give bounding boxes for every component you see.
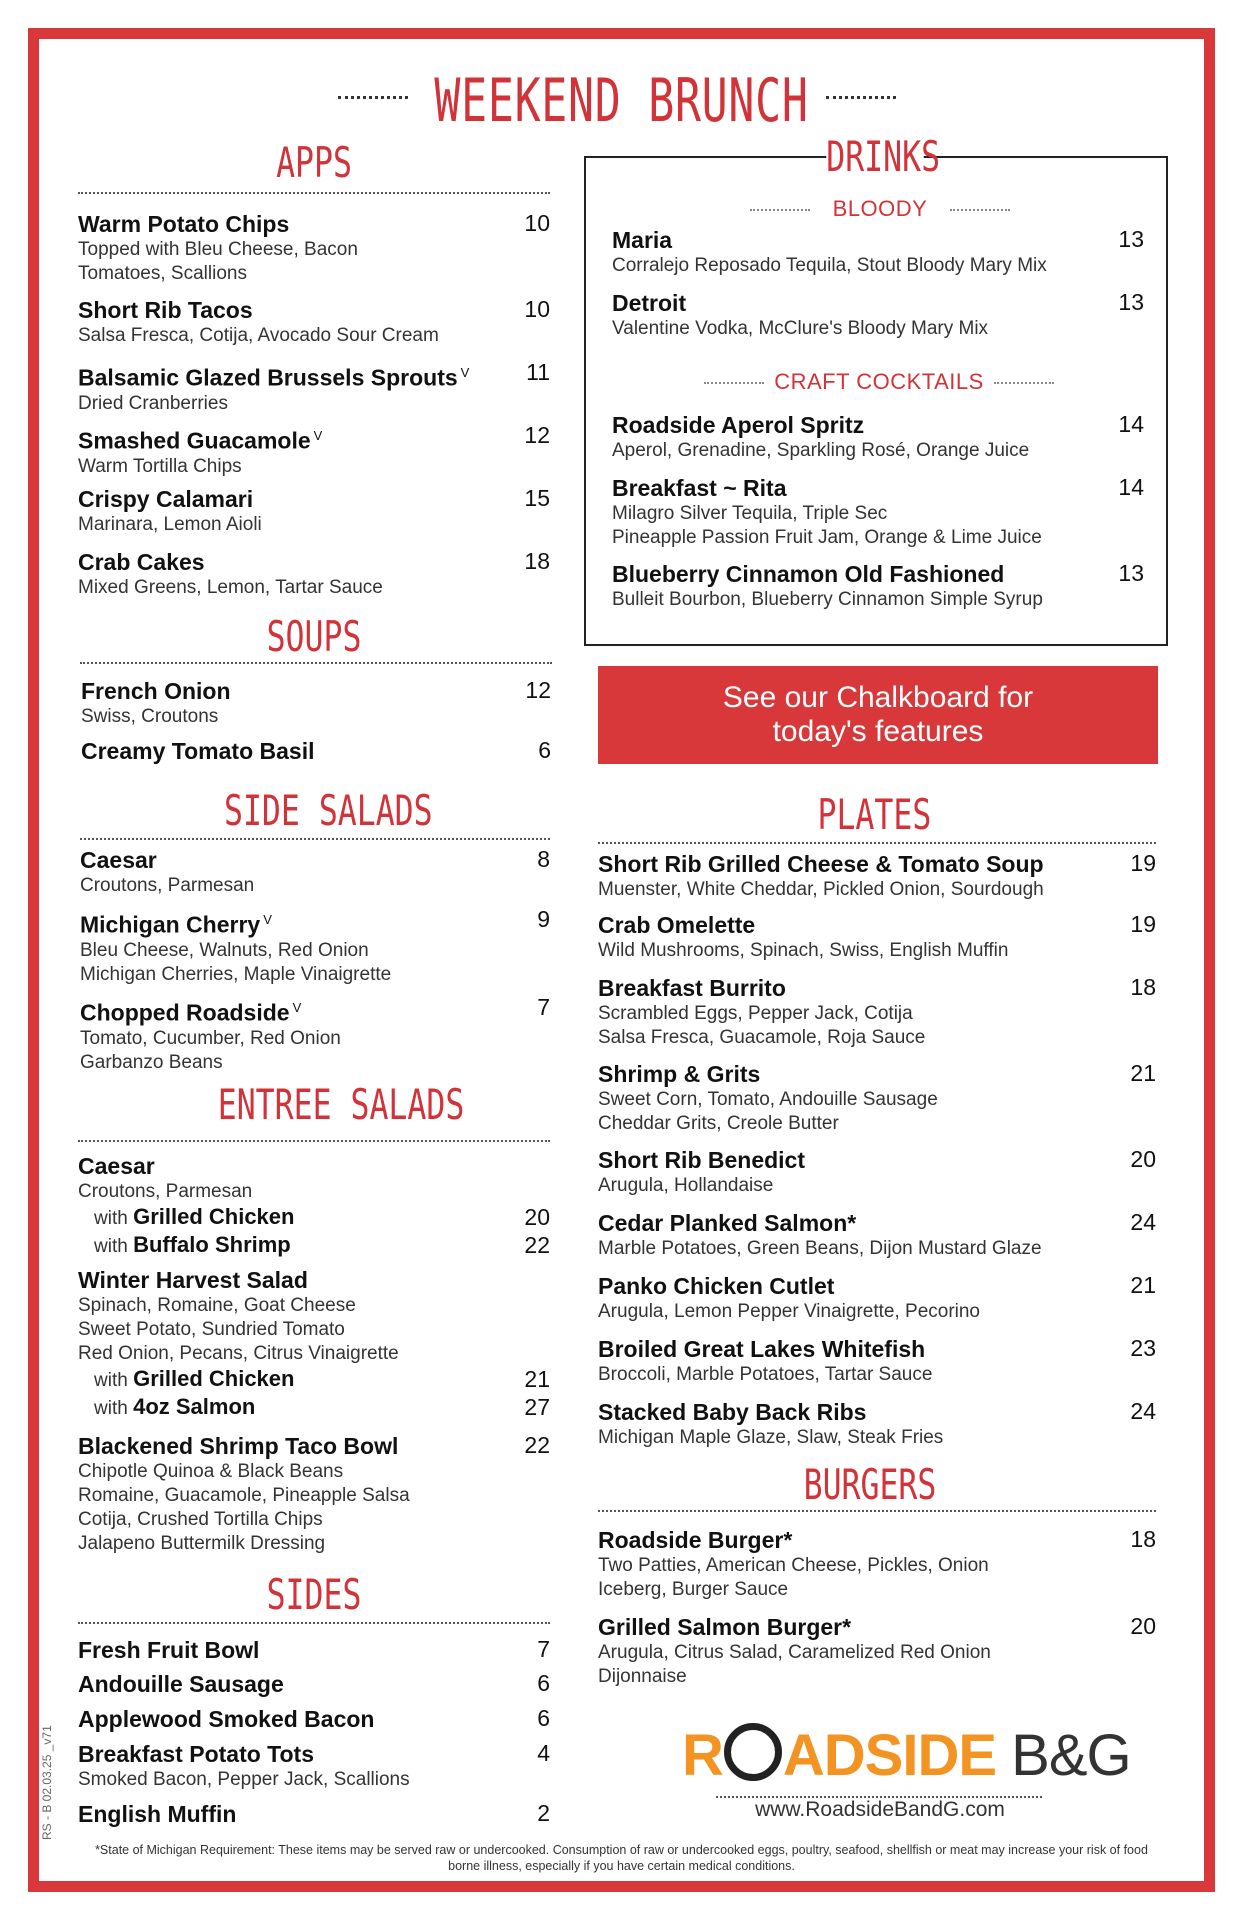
item-desc: Tomato, Cucumber, Red Onion bbox=[80, 1027, 341, 1049]
apps-title: APPS bbox=[276, 138, 352, 187]
item-desc: Valentine Vodka, McClure's Bloody Mary Mix bbox=[612, 318, 989, 339]
item-desc: Salsa Fresca, Cotija, Avocado Sour Cream bbox=[78, 325, 439, 346]
add-on bbox=[78, 1204, 550, 1232]
item-price: 21 bbox=[1130, 1272, 1156, 1298]
menu-item bbox=[78, 359, 550, 416]
item-name: Maria bbox=[612, 227, 673, 253]
logo-circle-icon bbox=[724, 1723, 782, 1781]
item-name: Breakfast Potato Tots bbox=[78, 1741, 315, 1767]
menu-item bbox=[78, 210, 550, 286]
website-link[interactable]: www.RoadsideBandG.com bbox=[755, 1798, 1005, 1821]
item-price: 7 bbox=[537, 1636, 550, 1662]
item-desc: Bulleit Bourbon, Blueberry Cinnamon Simple Syrup bbox=[612, 589, 1043, 610]
logo-adside: ADSIDE bbox=[782, 1723, 997, 1788]
item-name: French Onion bbox=[81, 678, 231, 704]
item-desc: Garbanzo Beans bbox=[80, 1051, 223, 1073]
item-desc: Dried Cranberries bbox=[78, 392, 228, 414]
item-desc: Cotija, Crushed Tortilla Chips bbox=[78, 1509, 323, 1530]
item-price: 20 bbox=[1130, 1146, 1156, 1172]
with-label: with bbox=[94, 1236, 128, 1257]
plates-title: PLATES bbox=[817, 790, 932, 839]
item-price: 23 bbox=[1130, 1335, 1156, 1361]
menu-item bbox=[598, 1209, 1156, 1261]
soups-rule bbox=[80, 662, 552, 664]
item-price: 18 bbox=[524, 548, 550, 574]
item-name: Chopped Roadside bbox=[80, 999, 290, 1026]
item-desc: Warm Tortilla Chips bbox=[78, 455, 242, 477]
menu-item bbox=[598, 974, 1156, 1050]
item-name: Crispy Calamari bbox=[78, 486, 254, 512]
item-price: 7 bbox=[537, 994, 550, 1020]
item-price: 12 bbox=[525, 677, 551, 703]
item-name: Caesar bbox=[80, 847, 157, 873]
add-on-name: Buffalo Shrimp bbox=[133, 1232, 291, 1257]
item-desc: Arugula, Citrus Salad, Caramelized Red Onion bbox=[598, 1642, 991, 1663]
menu-item bbox=[598, 1272, 1156, 1324]
menu-item bbox=[598, 1613, 1156, 1689]
menu-item bbox=[81, 737, 551, 765]
drink-item bbox=[612, 411, 1144, 463]
item-desc: Pineapple Passion Fruit Jam, Orange & Lime Juice bbox=[612, 527, 1042, 548]
menu-item bbox=[598, 1398, 1156, 1450]
item-name: Roadside Burger* bbox=[598, 1527, 793, 1553]
item-name: Crab Omelette bbox=[598, 912, 756, 938]
item-name: Shrimp & Grits bbox=[598, 1061, 761, 1087]
item-name: Warm Potato Chips bbox=[78, 211, 290, 237]
item-name: Broiled Great Lakes Whitefish bbox=[598, 1336, 926, 1362]
item-price: 6 bbox=[537, 1670, 550, 1696]
add-on-price: 27 bbox=[524, 1394, 550, 1420]
item-price: 24 bbox=[1130, 1398, 1156, 1424]
banner-line: today's features bbox=[772, 715, 984, 748]
add-on-price: 20 bbox=[524, 1204, 550, 1230]
item-name: Breakfast ~ Rita bbox=[612, 475, 787, 501]
item-name: Andouille Sausage bbox=[78, 1671, 284, 1697]
item-price: 6 bbox=[538, 737, 551, 763]
item-desc: Arugula, Lemon Pepper Vinaigrette, Pecorino bbox=[598, 1301, 981, 1322]
item-name: Short Rib Benedict bbox=[598, 1147, 806, 1173]
item-desc: Red Onion, Pecans, Citrus Vinaigrette bbox=[78, 1343, 399, 1364]
menu-item bbox=[598, 1526, 1156, 1602]
menu-item bbox=[598, 1146, 1156, 1198]
item-price: 19 bbox=[1130, 911, 1156, 937]
add-on bbox=[78, 1232, 550, 1260]
menu-item bbox=[598, 1060, 1156, 1136]
page-title: WEEKEND BRUNCH bbox=[434, 66, 809, 136]
item-desc: Romaine, Guacamole, Pineapple Salsa bbox=[78, 1485, 410, 1506]
menu-item bbox=[598, 911, 1156, 963]
bloody-header bbox=[760, 196, 1000, 226]
menu-item-taco-bowl bbox=[78, 1432, 550, 1556]
item-price: 24 bbox=[1130, 1209, 1156, 1235]
menu-item bbox=[78, 1636, 550, 1664]
craft-header bbox=[714, 369, 1044, 399]
burgers-title: BURGERS bbox=[803, 1460, 937, 1509]
drink-item bbox=[612, 474, 1144, 550]
with-label: with bbox=[94, 1208, 128, 1229]
item-desc: Aperol, Grenadine, Sparkling Rosé, Orange Juice bbox=[612, 440, 1030, 461]
item-price: 21 bbox=[1130, 1060, 1156, 1086]
menu-item bbox=[78, 1800, 550, 1828]
item-desc: Marinara, Lemon Aioli bbox=[78, 514, 262, 535]
item-price: 18 bbox=[1130, 974, 1156, 1000]
soups-title: SOUPS bbox=[266, 612, 362, 661]
item-desc: Sweet Potato, Sundried Tomato bbox=[78, 1319, 345, 1340]
item-name: Crab Cakes bbox=[78, 549, 205, 575]
menu-item-caesar bbox=[78, 1152, 550, 1260]
dots bbox=[750, 209, 810, 211]
item-desc: Croutons, Parmesan bbox=[78, 1181, 253, 1202]
item-desc: Croutons, Parmesan bbox=[80, 875, 255, 896]
item-desc: Bleu Cheese, Walnuts, Red Onion bbox=[80, 939, 369, 961]
item-desc: Smoked Bacon, Pepper Jack, Scallions bbox=[78, 1769, 410, 1790]
item-price: 13 bbox=[1118, 289, 1144, 315]
item-price: 15 bbox=[524, 485, 550, 511]
item-name: Balsamic Glazed Brussels Sprouts bbox=[78, 364, 458, 391]
menu-item bbox=[598, 850, 1156, 902]
drink-item bbox=[612, 560, 1144, 612]
item-name: Caesar bbox=[78, 1153, 155, 1179]
vegetarian-mark: V bbox=[460, 365, 470, 380]
item-price: 18 bbox=[1130, 1526, 1156, 1552]
menu-item bbox=[81, 677, 551, 729]
menu-item bbox=[80, 846, 550, 898]
item-desc: Marble Potatoes, Green Beans, Dijon Mustard Glaze bbox=[598, 1238, 1042, 1259]
with-label: with bbox=[94, 1370, 128, 1391]
dots bbox=[994, 382, 1054, 384]
title-dots-right bbox=[826, 96, 896, 99]
with-label: with bbox=[94, 1398, 128, 1419]
item-desc: Milagro Silver Tequila, Triple Sec bbox=[612, 503, 888, 524]
item-desc: Michigan Maple Glaze, Slaw, Steak Fries bbox=[598, 1427, 944, 1448]
menu-item bbox=[78, 485, 550, 537]
menu-item bbox=[78, 1740, 550, 1792]
item-desc: Arugula, Hollandaise bbox=[598, 1175, 774, 1196]
menu-item-winter-harvest bbox=[78, 1266, 550, 1422]
item-desc: Topped with Bleu Cheese, Bacon bbox=[78, 239, 358, 260]
chalkboard-banner bbox=[598, 666, 1158, 764]
item-price: 6 bbox=[537, 1705, 550, 1731]
side-salads-rule bbox=[80, 838, 550, 840]
dots bbox=[704, 382, 764, 384]
item-desc: Tomatoes, Scallions bbox=[78, 263, 247, 284]
logo-bg: B&G bbox=[996, 1723, 1131, 1788]
item-name: Grilled Salmon Burger* bbox=[598, 1614, 852, 1640]
item-name: Michigan Cherry bbox=[80, 911, 261, 938]
item-desc: Broccoli, Marble Potatoes, Tartar Sauce bbox=[598, 1364, 933, 1385]
add-on-price: 22 bbox=[524, 1232, 550, 1258]
vegetarian-mark: V bbox=[313, 428, 323, 443]
vegetarian-mark: V bbox=[263, 912, 272, 927]
drink-item bbox=[612, 289, 1144, 341]
menu-item bbox=[78, 296, 550, 348]
drinks-title: DRINKS bbox=[826, 132, 941, 181]
menu-item bbox=[80, 906, 550, 987]
bloody-title: BLOODY bbox=[832, 196, 928, 221]
side-salads-title: SIDE SALADS bbox=[224, 786, 433, 835]
vegetarian-mark: V bbox=[292, 1000, 302, 1015]
menu-item bbox=[598, 1335, 1156, 1387]
item-price: 19 bbox=[1130, 850, 1156, 876]
item-name: Cedar Planked Salmon* bbox=[598, 1210, 857, 1236]
add-on-name: 4oz Salmon bbox=[133, 1394, 256, 1419]
banner-line: See our Chalkboard for bbox=[722, 681, 1034, 714]
item-desc: Chipotle Quinoa & Black Beans bbox=[78, 1461, 344, 1482]
item-desc: Salsa Fresca, Guacamole, Roja Sauce bbox=[598, 1027, 926, 1048]
menu-item bbox=[80, 994, 550, 1075]
item-name: Detroit bbox=[612, 290, 687, 316]
menu-item bbox=[78, 548, 550, 600]
item-name: Fresh Fruit Bowl bbox=[78, 1637, 260, 1663]
burgers-rule bbox=[598, 1510, 1156, 1512]
entree-salads-rule bbox=[78, 1140, 550, 1142]
roadside-logo bbox=[682, 1722, 1131, 1789]
item-desc: Two Patties, American Cheese, Pickles, Onion bbox=[598, 1555, 989, 1576]
add-on bbox=[78, 1394, 550, 1422]
item-price: 2 bbox=[537, 1800, 550, 1826]
item-desc: Cheddar Grits, Creole Butter bbox=[598, 1113, 839, 1134]
item-desc: Wild Mushrooms, Spinach, Swiss, English Muffin bbox=[598, 940, 1009, 961]
item-price: 11 bbox=[526, 359, 550, 385]
item-name: English Muffin bbox=[78, 1801, 237, 1827]
item-name: Blackened Shrimp Taco Bowl bbox=[78, 1433, 399, 1459]
item-name: Short Rib Grilled Cheese & Tomato Soup bbox=[598, 851, 1044, 877]
item-desc: Mixed Greens, Lemon, Tartar Sauce bbox=[78, 577, 383, 598]
add-on-name: Grilled Chicken bbox=[133, 1204, 295, 1229]
item-desc: Spinach, Romaine, Goat Cheese bbox=[78, 1295, 356, 1316]
item-price: 13 bbox=[1118, 226, 1144, 252]
item-name: Short Rib Tacos bbox=[78, 297, 253, 323]
item-price: 10 bbox=[524, 210, 550, 236]
apps-rule bbox=[78, 192, 550, 194]
dots bbox=[950, 209, 1010, 211]
version-code: RS - B 02.03.25 _v71 bbox=[40, 1725, 54, 1840]
add-on-name: Grilled Chicken bbox=[133, 1366, 295, 1391]
add-on bbox=[78, 1366, 550, 1394]
item-name: Stacked Baby Back Ribs bbox=[598, 1399, 867, 1425]
item-price: 9 bbox=[537, 906, 550, 932]
item-desc: Jalapeno Buttermilk Dressing bbox=[78, 1533, 326, 1554]
menu-item bbox=[78, 1705, 550, 1733]
item-price: 13 bbox=[1118, 560, 1144, 586]
item-price: 14 bbox=[1118, 411, 1144, 437]
item-price: 4 bbox=[537, 1740, 550, 1766]
logo-r: R bbox=[682, 1723, 723, 1788]
sides-title: SIDES bbox=[266, 1570, 362, 1619]
item-name: Breakfast Burrito bbox=[598, 975, 786, 1001]
item-name: Panko Chicken Cutlet bbox=[598, 1273, 835, 1299]
entree-salads-title: ENTREE SALADS bbox=[217, 1080, 465, 1129]
item-desc: Sweet Corn, Tomato, Andouille Sausage bbox=[598, 1089, 938, 1110]
item-desc: Iceberg, Burger Sauce bbox=[598, 1579, 789, 1600]
add-on-price: 21 bbox=[524, 1366, 550, 1392]
item-name: Winter Harvest Salad bbox=[78, 1267, 308, 1293]
item-name: Roadside Aperol Spritz bbox=[612, 412, 865, 438]
item-name: Smashed Guacamole bbox=[78, 427, 311, 454]
item-price: 20 bbox=[1130, 1613, 1156, 1639]
item-desc: Scrambled Eggs, Pepper Jack, Cotija bbox=[598, 1003, 913, 1024]
item-desc: Corralejo Reposado Tequila, Stout Bloody Mary Mix bbox=[612, 255, 1047, 276]
disclaimer: *State of Michigan Requirement: These items may be served raw or undercooked. Consumption of raw or undercooked eggs, poultry, seafood, shellfish or meat may increase your risk of food borne illness, especially if you have certain medical conditions. bbox=[95, 1843, 1148, 1873]
menu-item bbox=[78, 422, 550, 479]
item-price: 14 bbox=[1118, 474, 1144, 500]
item-price: 12 bbox=[524, 422, 550, 448]
item-desc: Swiss, Croutons bbox=[81, 706, 219, 727]
item-name: Creamy Tomato Basil bbox=[81, 738, 315, 764]
item-price: 22 bbox=[524, 1432, 550, 1458]
item-price: 10 bbox=[524, 296, 550, 322]
item-name: Applewood Smoked Bacon bbox=[78, 1706, 375, 1732]
menu-item bbox=[78, 1670, 550, 1698]
item-desc: Muenster, White Cheddar, Pickled Onion, Sourdough bbox=[598, 879, 1044, 900]
craft-title: CRAFT COCKTAILS bbox=[774, 369, 984, 394]
item-name: Blueberry Cinnamon Old Fashioned bbox=[612, 561, 1005, 587]
drink-item bbox=[612, 226, 1144, 278]
item-desc: Dijonnaise bbox=[598, 1666, 687, 1687]
plates-rule bbox=[598, 842, 1156, 844]
item-desc: Michigan Cherries, Maple Vinaigrette bbox=[80, 963, 392, 985]
item-price: 8 bbox=[537, 846, 550, 872]
sides-rule bbox=[78, 1622, 550, 1624]
